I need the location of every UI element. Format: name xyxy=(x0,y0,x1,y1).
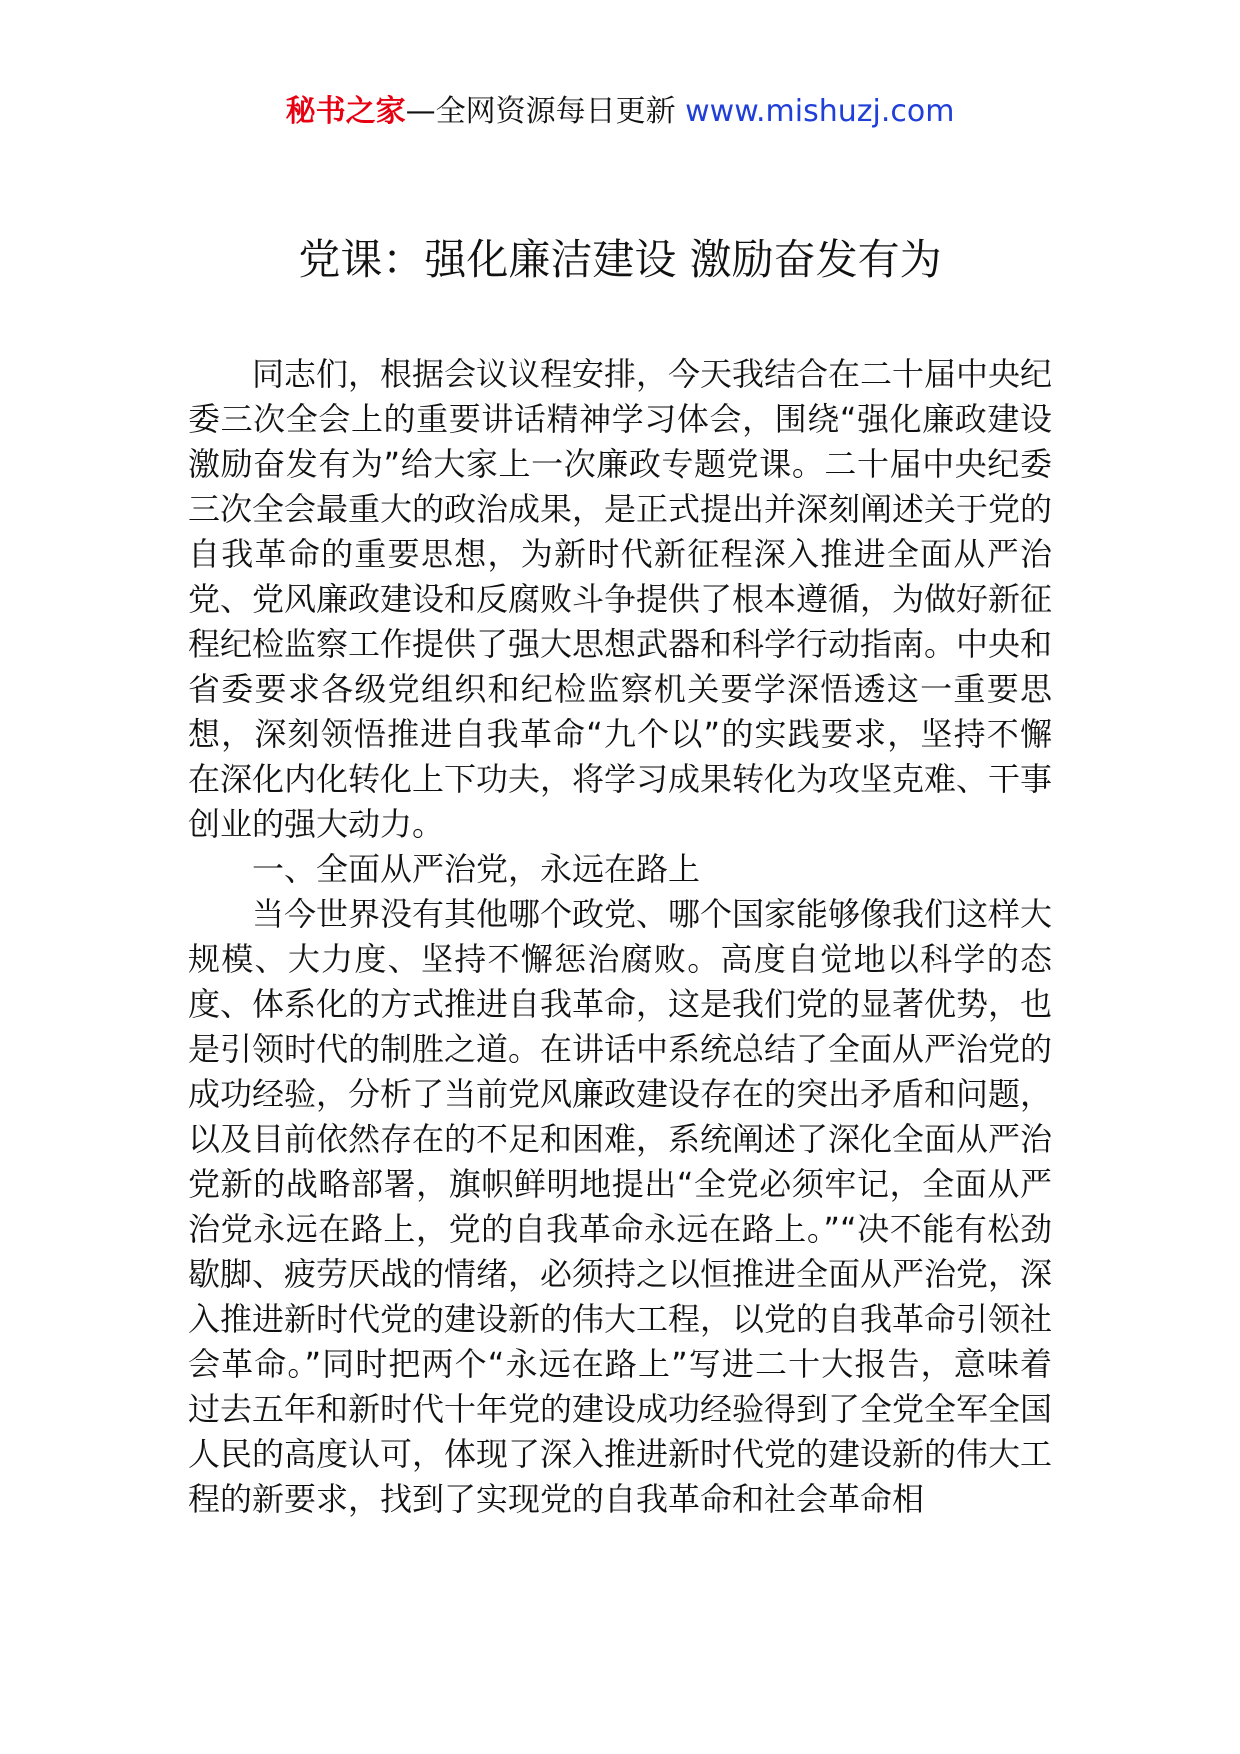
brand-name: 秘书之家 xyxy=(285,94,406,129)
intro-paragraph: 同志们，根据会议议程安排，今天我结合在二十届中央纪委三次全会上的重要讲话精神学习体会，围绕“强化廉政建设激励奋发有为”给大家上一次廉政专题党课。二十届中央纪委三次全会最重大的政治成果，是正式提出并深刻阐述关于党的自我革命的重要思想，为新时代新征程深入推进全面从严治党、党风廉政建设和反腐败斗争提供了根本遵循，为做好新征程纪检监察工作提供了强大思想武器和科学行动指南。中央和省委要求各级党组织和纪检监察机关要学深悟透这一重要思想，深刻领悟推进自我革命“九个以”的实践要求，坚持不懈在深化内化转化上下功夫，将学习成果转化为攻坚克难、干事创业的强大动力。 xyxy=(188,355,1053,843)
section-1-paragraph: 当今世界没有其他哪个政党、哪个国家能够像我们这样大规模、大力度、坚持不懈惩治腐败。高度自觉地以科学的态度、体系化的方式推进自我革命，这是我们党的显著优势，也是引领时代的制胜之道。在讲话中系统总结了全面从严治党的成功经验，分析了当前党风廉政建设存在的突出矛盾和问题，以及目前依然存在的不足和困难，系统阐述了深化全面从严治党新的战略部署，旗帜鲜明地提出“全党必须牢记，全面从严治党永远在路上，党的自我革命永远在路上。”“决不能有松劲歇脚、疲劳厌战的情绪，必须持之以恒推进全面从严治党，深入推进新时代党的建设新的伟大工程，以党的自我革命引领社会革命。”同时把两个“永远在路上”写进二十大报告，意味着过去五年和新时代十年党的建设成功经验得到了全党全军全国人民的高度认可，体现了深入推进新时代党的建设新的伟大工程的新要求，找到了实现党的自我革命和社会革命相 xyxy=(188,895,1053,1518)
document-body xyxy=(188,352,1052,1522)
section-heading-1: 一、全面从严治党，永远在路上 xyxy=(252,850,701,888)
site-header xyxy=(0,92,1240,132)
site-slogan: —全网资源每日更新 xyxy=(405,94,686,129)
document-title: 党课：强化廉洁建设 激励奋发有为 xyxy=(298,235,942,284)
site-url-link[interactable]: www.mishuzj.com xyxy=(685,94,955,129)
